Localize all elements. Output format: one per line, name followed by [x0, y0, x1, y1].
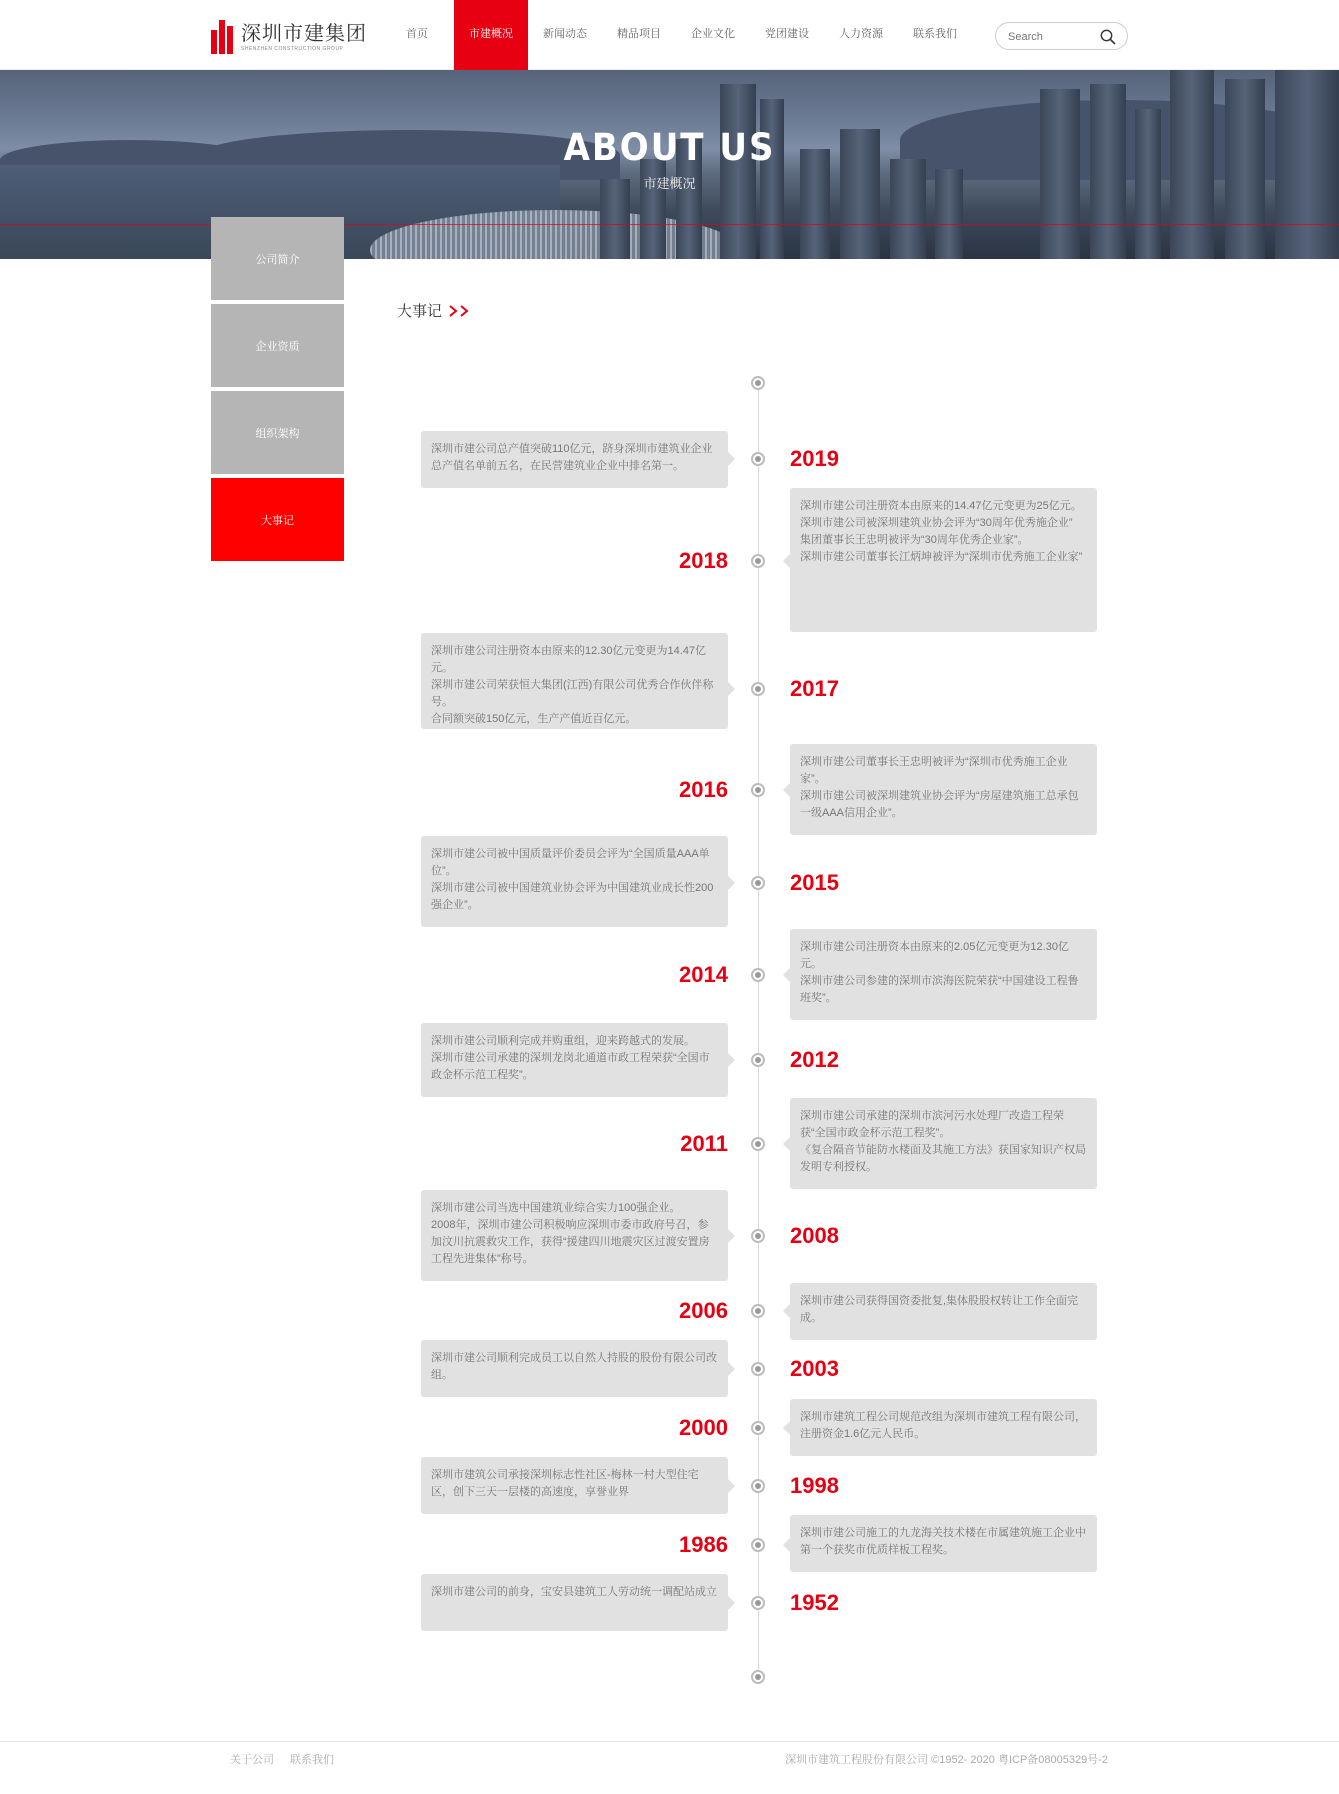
timeline-event-text: 深圳市建公司被深圳建筑业协会评为“30周年优秀施企业” — [800, 517, 1073, 529]
nav-item-1[interactable]: 市建概况 — [454, 0, 528, 70]
timeline-dot — [751, 554, 765, 568]
timeline-event-text: 深圳市建筑工程公司规范改组为深圳市建筑工程有限公司，注册资金1.6亿元人民币。 — [800, 1411, 1086, 1440]
timeline-year: 2012 — [790, 1047, 839, 1072]
timeline-year: 2011 — [680, 1131, 728, 1156]
timeline-event-box — [790, 1283, 1097, 1340]
banner-title: ABOUT US — [563, 126, 776, 170]
timeline-event-text: 深圳市建公司注册资本由原来的2.05亿元变更为12.30亿元。 — [800, 941, 1069, 970]
timeline-event-box — [421, 1457, 728, 1514]
timeline-year: 2006 — [679, 1298, 728, 1323]
timeline-event-box — [790, 1515, 1097, 1572]
timeline-start-dot — [751, 376, 765, 390]
logo-icon — [211, 20, 236, 54]
timeline-year: 2015 — [790, 870, 839, 895]
timeline-dot — [751, 1421, 765, 1435]
timeline-dot — [751, 1304, 765, 1318]
timeline-event-box — [421, 1340, 728, 1397]
timeline-event-text: 深圳市建公司注册资本由原来的14.47亿元变更为25亿元。 — [800, 500, 1082, 512]
timeline-event-box — [421, 1023, 728, 1097]
timeline-year: 2014 — [679, 962, 728, 987]
nav-item-6[interactable]: 人力资源 — [839, 28, 883, 40]
timeline-year: 2018 — [679, 548, 728, 573]
logo-text: 深圳市建集团 — [241, 21, 367, 45]
timeline-event-text: 深圳市建公司被中国建筑业协会评为中国建筑业成长性200强企业”。 — [431, 882, 714, 911]
copyright-text: 深圳市建筑工程股份有限公司 ©1952- 2020 粤ICP备08005329号-2 — [785, 1754, 1108, 1766]
timeline-end-dot — [751, 1670, 765, 1684]
timeline-event-text: 深圳市建公司总产值突破110亿元，跻身深圳市建筑业企业总产值名单前五名，在民营建筑业企业中排名第一。 — [431, 443, 713, 472]
timeline-year: 1986 — [679, 1532, 728, 1557]
nav-item-2[interactable]: 新闻动态 — [543, 28, 587, 40]
site-header — [0, 0, 1339, 70]
sidebar-item-1[interactable]: 企业资质 — [211, 304, 344, 387]
nav-item-0[interactable]: 首页 — [406, 28, 428, 40]
main-nav — [380, 0, 972, 70]
timeline-dot — [751, 1596, 765, 1610]
timeline-event-text: 深圳市建公司参建的深圳市滨海医院荣获“中国建设工程鲁班奖”。 — [800, 975, 1079, 1004]
timeline-event-box — [421, 836, 728, 927]
timeline-event-box — [790, 1098, 1097, 1189]
timeline-year: 2003 — [790, 1356, 839, 1381]
timeline-event-text: 深圳市建公司被深圳建筑业协会评为“房屋建筑施工总承包一级AAA信用企业”。 — [800, 790, 1079, 819]
footer-link-1[interactable]: 联系我们 — [290, 1754, 334, 1766]
timeline-dot — [751, 1362, 765, 1376]
timeline-event-text: 集团董事长王忠明被评为“30周年优秀企业家”。 — [800, 534, 1029, 546]
timeline-dot — [751, 1479, 765, 1493]
section-title-text: 大事记 — [397, 303, 443, 320]
sidebar-item-2[interactable]: 组织架构 — [211, 391, 344, 474]
timeline-year: 2017 — [790, 676, 839, 701]
search-input[interactable] — [1008, 28, 1103, 45]
banner-subtitle: 市建概况 — [643, 176, 696, 191]
timeline-event-text: 深圳市建公司被中国质量评价委员会评为“全国质量AAA单位”。 — [431, 848, 710, 877]
timeline-event-text: 深圳市建筑公司承接深圳标志性社区-梅林一村大型住宅区，创下三天一层楼的高速度，享誉业界 — [431, 1469, 699, 1498]
timeline-year: 2019 — [790, 446, 839, 471]
timeline-event-text: 合同额突破150亿元，生产产值近百亿元。 — [431, 713, 637, 725]
timeline-dot — [751, 1229, 765, 1243]
timeline-event-box — [790, 929, 1097, 1020]
timeline-event-text: 深圳市建公司董事长江炳坤被评为“深圳市优秀施工企业家” — [800, 551, 1083, 563]
search-box — [995, 22, 1128, 50]
sidebar-menu — [211, 217, 344, 565]
section-title — [397, 300, 470, 321]
nav-item-5[interactable]: 党团建设 — [765, 28, 809, 40]
timeline-year: 2008 — [790, 1223, 839, 1248]
timeline-event-text: 《复合隔音节能防水楼面及其施工方法》获国家知识产权局发明专利授权。 — [800, 1144, 1086, 1173]
nav-item-7[interactable]: 联系我们 — [913, 28, 957, 40]
timeline-event-text: 深圳市建公司顺利完成并购重组，迎来跨越式的发展。 — [431, 1035, 695, 1047]
timeline-year: 2000 — [679, 1415, 728, 1440]
timeline-event-box — [790, 744, 1097, 835]
timeline-event-box — [421, 1190, 728, 1281]
timeline-event-text: 深圳市建公司董事长王忠明被评为“深圳市优秀施工企业家”。 — [800, 756, 1068, 785]
footer-links — [230, 1751, 350, 1767]
search-icon[interactable] — [1100, 29, 1116, 45]
timeline-event-text: 深圳市建公司承建的深圳龙岗北通道市政工程荣获“全国市政金杯示范工程奖”。 — [431, 1052, 710, 1081]
timeline-event-text: 深圳市建公司注册资本由原来的12.30亿元变更为14.47亿元。 — [431, 645, 707, 674]
timeline-dot — [751, 452, 765, 466]
timeline-year: 1998 — [790, 1473, 839, 1498]
logo-subtext: SHENZHEN CONSTRUCTION GROUP — [241, 46, 344, 52]
timeline-dot — [751, 876, 765, 890]
banner-red-line — [0, 224, 1339, 225]
timeline-event-box — [790, 1399, 1097, 1456]
timeline-event-text: 深圳市建公司荣获恒大集团(江西)有限公司优秀合作伙伴称号。 — [431, 679, 714, 708]
timeline-event-text: 深圳市建公司当选中国建筑业综合实力100强企业。 — [431, 1202, 681, 1214]
timeline-event-text: 深圳市建公司施工的九龙海关技术楼在市属建筑施工企业中第一个获奖市优质样板工程奖。 — [800, 1527, 1086, 1556]
double-chevron-right-icon — [448, 305, 470, 317]
timeline-event-box — [421, 633, 728, 729]
nav-item-3[interactable]: 精品项目 — [617, 28, 661, 40]
timeline-event-text: 深圳市建公司的前身，宝安县建筑工人劳动统一调配站成立 — [431, 1586, 717, 1598]
timeline-dot — [751, 968, 765, 982]
timeline-event-box — [790, 488, 1097, 632]
timeline-event-box — [421, 431, 728, 488]
timeline-dot — [751, 1137, 765, 1151]
timeline-year: 2016 — [679, 777, 728, 802]
logo[interactable] — [211, 20, 367, 54]
timeline-event-text: 2008年，深圳市建公司积极响应深圳市委市政府号召，参加汶川抗震救灾工作，获得“援建四川地震灾区过渡安置房工程先进集体”称号。 — [431, 1219, 710, 1265]
timeline-dot — [751, 1053, 765, 1067]
timeline-dot — [751, 1538, 765, 1552]
timeline-dot — [751, 682, 765, 696]
footer-link-0[interactable]: 关于公司 — [230, 1754, 274, 1766]
footer-divider — [0, 1741, 1339, 1742]
sidebar-item-0[interactable]: 公司简介 — [211, 217, 344, 300]
nav-item-4[interactable]: 企业文化 — [691, 28, 735, 40]
timeline-year: 1952 — [790, 1590, 839, 1615]
sidebar-item-3[interactable]: 大事记 — [211, 478, 344, 561]
timeline-event-text: 深圳市建公司顺利完成员工以自然人持股的股份有限公司改组。 — [431, 1352, 717, 1381]
timeline-event-text: 深圳市建公司承建的深圳市滨河污水处理厂改造工程荣获“全国市政金杯示范工程奖”。 — [800, 1110, 1064, 1139]
timeline-event-text: 深圳市建公司获得国资委批复,集体股股权转让工作全面完成。 — [800, 1295, 1079, 1324]
timeline-event-box — [421, 1574, 728, 1631]
timeline-dot — [751, 783, 765, 797]
